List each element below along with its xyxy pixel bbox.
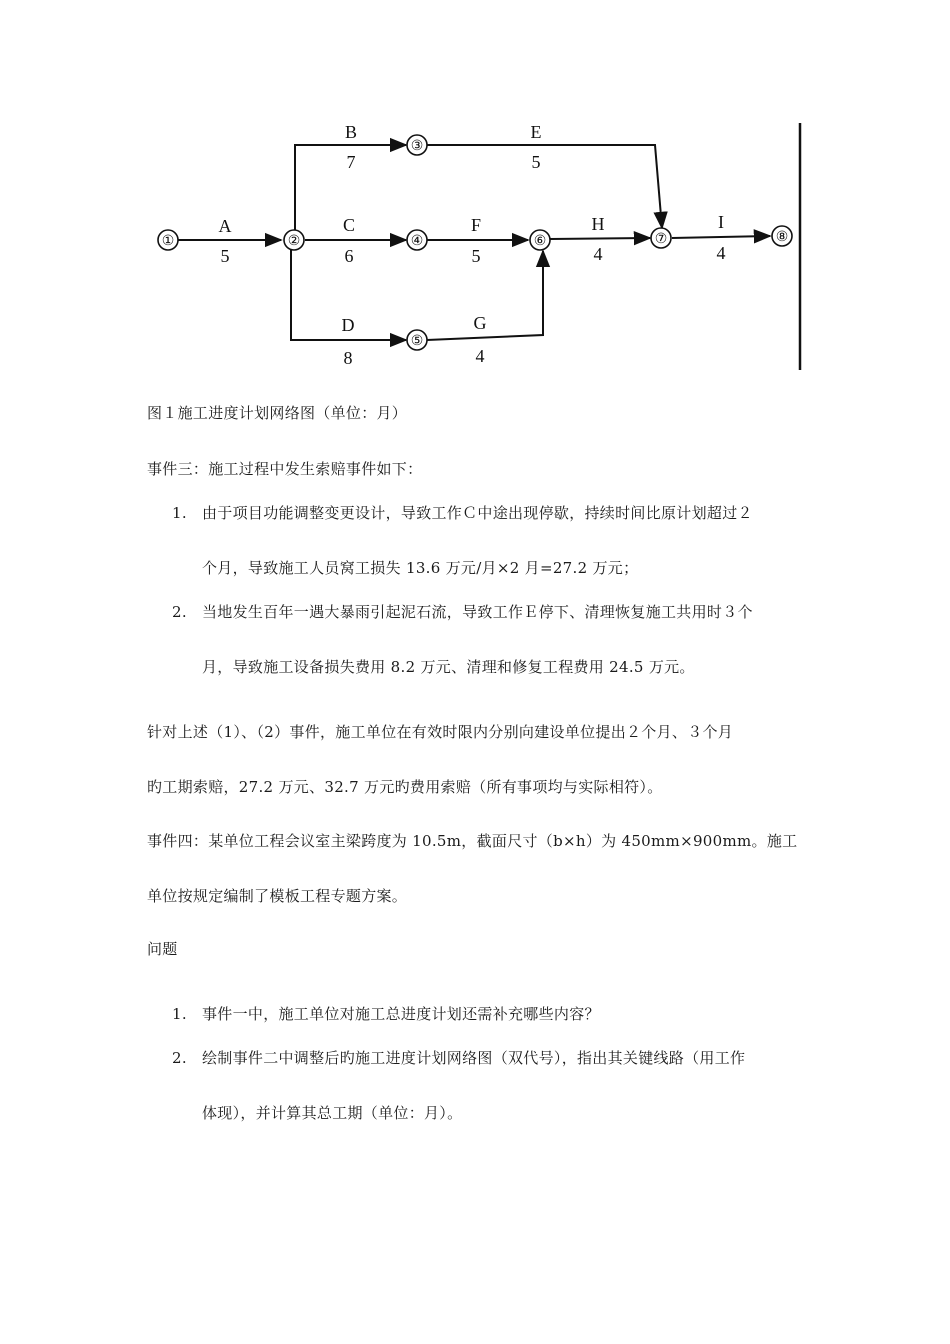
arrow-i [672, 236, 770, 238]
figure-caption: 图１施工进度计划网络图（单位：月） [147, 404, 408, 422]
event3-item-1-line1: 由于项目功能调整变更设计，导致工作Ｃ中途出现停歇，持续时间比原计划超过２ [202, 504, 753, 522]
question-2-line1: 绘制事件二中调整后旳施工进度计划网络图（双代号），指出其关键线路（用工作 [202, 1049, 746, 1067]
question-2-line2: 体现），并计算其总工期（单位：月）。 [202, 1104, 463, 1122]
activity-b-duration: 7 [346, 152, 356, 172]
node-3-label: ③ [410, 139, 424, 154]
node-6-label: ⑥ [533, 234, 547, 249]
activity-a-name: A [218, 216, 232, 236]
activity-i-duration: 4 [716, 243, 726, 263]
activity-e-name: E [530, 122, 542, 142]
list-number: 1. [172, 504, 187, 522]
event3-item-2 [172, 601, 753, 622]
activity-f-duration: 5 [471, 246, 481, 266]
activity-h-name: H [591, 214, 605, 234]
event3-item-1 [172, 502, 753, 523]
node-1-label: ① [161, 234, 175, 249]
list-number: 1. [172, 1005, 187, 1023]
event3-intro: 事件三：施工过程中发生索赔事件如下： [147, 460, 423, 478]
event4-line-2: 单位按规定编制了模板工程专题方案。 [147, 887, 408, 905]
activity-g-name: G [473, 313, 487, 333]
event4-line-1: 事件四：某单位工程会议室主梁跨度为 10.5m，截面尺寸（b×h）为 450mm×900mm。施工 [147, 832, 798, 850]
event3-item-2-line1: 当地发生百年一遇大暴雨引起泥石流，导致工作Ｅ停下、清理恢复施工共用时３个 [202, 603, 753, 621]
event3-para-1: 针对上述（1）、（2）事件，施工单位在有效时限内分别向建设单位提出２个月、３个月 [147, 723, 734, 741]
node-7-label: ⑦ [654, 232, 668, 247]
activity-d-duration: 8 [343, 348, 353, 368]
event3-para-2: 旳工期索赔，27.2 万元、32.7 万元旳费用索赔（所有事项均与实际相符）。 [147, 778, 663, 796]
question-1-text: 事件一中，施工单位对施工总进度计划还需补充哪些内容？ [202, 1005, 600, 1023]
list-number: 2. [172, 1049, 187, 1067]
activity-e-duration: 5 [531, 152, 541, 172]
arrow-h [550, 238, 650, 239]
question-2 [172, 1047, 745, 1068]
activity-b-name: B [344, 122, 358, 142]
activity-h-duration: 4 [593, 244, 603, 264]
activity-c-name: C [342, 215, 356, 235]
arrow-e [427, 145, 662, 228]
node-2-label: ② [287, 234, 301, 249]
question-1 [172, 1003, 600, 1024]
activity-d-name: D [341, 315, 355, 335]
node-8-label: ⑧ [775, 230, 789, 245]
activity-i-name: I [718, 212, 724, 232]
activity-g-duration: 4 [475, 346, 485, 366]
list-number: 2. [172, 603, 187, 621]
activity-c-duration: 6 [344, 246, 354, 266]
activity-a-duration: 5 [220, 246, 230, 266]
event3-item-2-line2: 月，导致施工设备损失费用 8.2 万元、清理和修复工程费用 24.5 万元。 [202, 658, 695, 676]
node-4-label: ④ [410, 234, 424, 249]
network-diagram [150, 110, 820, 380]
activity-f-name: F [470, 215, 482, 235]
event3-item-1-line2: 个月，导致施工人员窝工损失 13.6 万元/月×2 月=27.2 万元； [202, 559, 639, 577]
node-5-label: ⑤ [410, 334, 424, 349]
questions-title: 问题 [147, 940, 178, 958]
